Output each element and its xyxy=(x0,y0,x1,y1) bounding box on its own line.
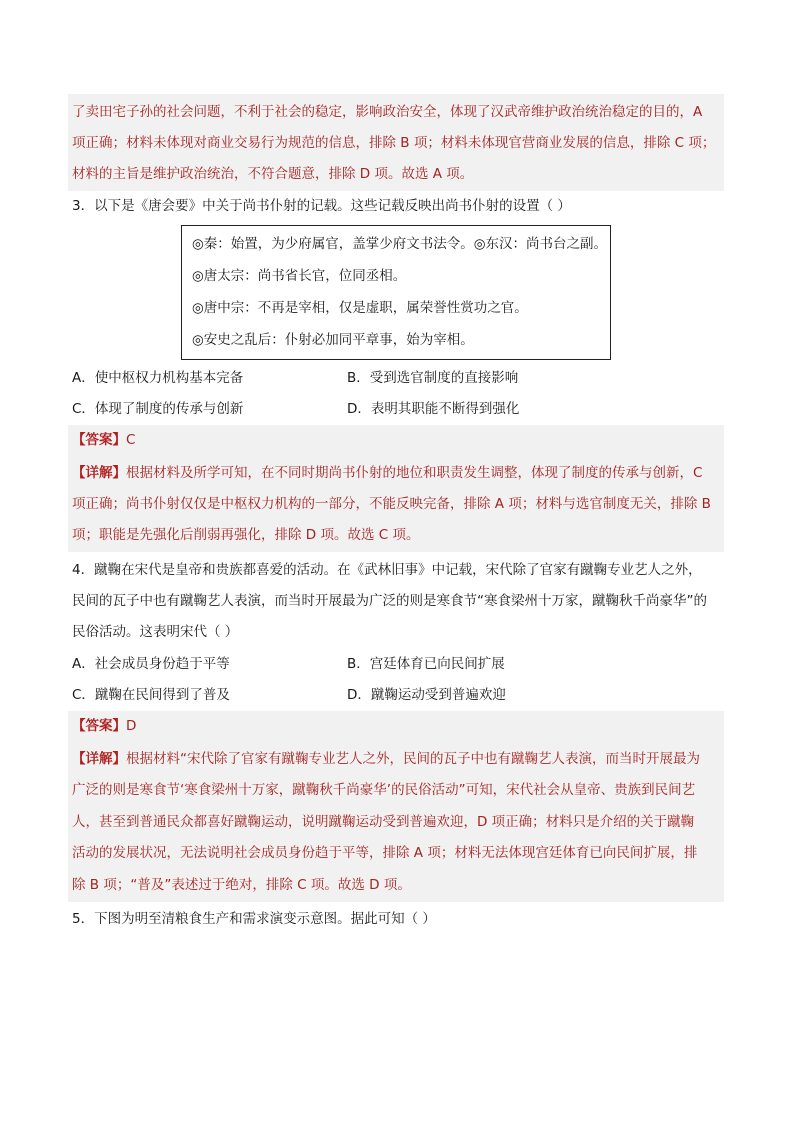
question-5-stem: 5．下图为明至清粮食生产和需求演变示意图。据此可知（ ） xyxy=(72,911,436,927)
q3-answer xyxy=(72,430,135,450)
q4-option-a[interactable]: A．社会成员身份趋于平等 xyxy=(72,656,230,672)
q3-detail-line xyxy=(72,463,702,483)
q3-detail-line: 项；职能是先强化后削弱再强化，排除 D 项。故选 C 项。 xyxy=(72,527,420,543)
answer-block-q4 xyxy=(68,711,724,902)
question-3-stem: 3．以下是《唐会要》中关于尚书仆射的记载。这些记载反映出尚书仆射的设置（ ） xyxy=(72,198,571,214)
detail-text: 根据材料“宋代除了官家有蹴鞠专业艺人之外，民间的瓦子中也有蹴鞠艺人表演，而当时开展最为 xyxy=(126,751,700,767)
q3-option-b[interactable]: B．受到选官制度的直接影响 xyxy=(347,370,519,386)
q4-option-b[interactable]: B．宫廷体育已向民间扩展 xyxy=(347,656,505,672)
explanation-line: 了卖田宅子孙的社会问题，不利于社会的稳定，影响政治安全，体现了汉武帝维护政治统治稳定的目的，A xyxy=(72,104,703,120)
source-line: ◎唐中宗：不再是宰相，仅是虚职，属荣誉性赏功之官。 xyxy=(192,300,528,316)
q3-option-d[interactable]: D．表明其职能不断得到强化 xyxy=(347,401,520,417)
explanation-line: 材料的主旨是维护政治统治，不符合题意，排除 D 项。故选 A 项。 xyxy=(72,166,474,182)
detail-label: 【详解】 xyxy=(72,751,126,767)
question-4-stem: 民间的瓦子中也有蹴鞠艺人表演，而当时开展最为广泛的则是寒食节“寒食梁州十万家，蹴鞠秋千尚豪华”的 xyxy=(72,593,707,609)
question-4-stem: 4．蹴鞠在宋代是皇帝和贵族都喜爱的活动。在《武林旧事》中记载，宋代除了官家有蹴鞠专业艺人之外， xyxy=(72,562,702,578)
explanation-line: 项正确；材料未体现对商业交易行为规范的信息，排除 B 项；材料未体现官营商业发展的信息，排除 C 项； xyxy=(72,135,716,151)
q4-detail-line: 广泛的则是寒食节‘寒食梁州十万家，蹴鞠秋千尚豪华’的民俗活动”可知，宋代社会从皇帝、贵族到民间艺 xyxy=(72,782,696,798)
q4-option-c[interactable]: C．蹴鞠在民间得到了普及 xyxy=(72,687,230,703)
source-material-box xyxy=(181,225,611,360)
q3-detail-line: 项正确；尚书仆射仅仅是中枢权力机构的一部分，不能反映完备，排除 A 项；材料与选官制度无关，排除 B xyxy=(72,496,711,512)
answer-value: C xyxy=(126,432,136,448)
source-line: ◎唐太宗：尚书省长官，位同丞相。 xyxy=(192,268,407,284)
detail-text: 根据材料及所学可知，在不同时期尚书仆射的地位和职责发生调整，体现了制度的传承与创新，C xyxy=(126,465,703,481)
q3-option-c[interactable]: C．体现了制度的传承与创新 xyxy=(72,401,244,417)
detail-label: 【详解】 xyxy=(72,465,126,481)
q3-option-a[interactable]: A．使中枢权力机构基本完备 xyxy=(72,370,244,386)
q4-answer xyxy=(72,716,136,736)
q4-detail-line xyxy=(72,749,700,769)
answer-value: D xyxy=(126,718,137,734)
question-4-stem: 民俗活动。这表明宋代（ ） xyxy=(72,624,239,640)
q4-detail-line: 活动的发展状况，无法说明社会成员身份趋于平等，排除 A 项；材料无法体现宫廷体育已向民间扩展，排 xyxy=(72,845,698,861)
q4-detail-line: 人，甚至到普通民众都喜好蹴鞠运动，说明蹴鞠运动受到普遍欢迎，D 项正确；材料只是介绍的关于蹴鞠 xyxy=(72,814,695,830)
source-line: ◎秦：始置，为少府属官，盖掌少府文书法令。◎东汉：尚书台之副。 xyxy=(192,236,608,252)
q4-option-d[interactable]: D．蹴鞠运动受到普遍欢迎 xyxy=(347,687,506,703)
answer-label: 【答案】 xyxy=(72,432,126,448)
q4-detail-line: 除 B 项；“普及”表述过于绝对，排除 C 项。故选 D 项。 xyxy=(72,877,411,893)
source-line: ◎安史之乱后：仆射必加同平章事，始为宰相。 xyxy=(192,332,474,348)
answer-label: 【答案】 xyxy=(72,718,126,734)
